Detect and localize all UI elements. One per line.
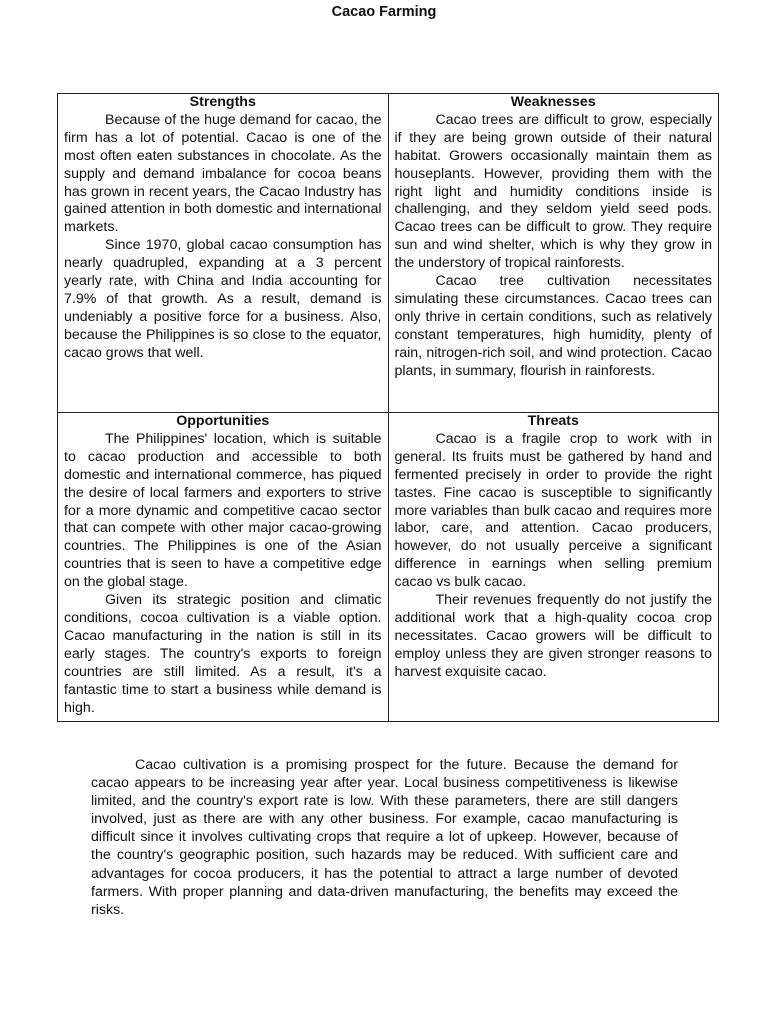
swot-table — [57, 93, 719, 722]
opportunities-paragraph: Given its strategic position and climatic conditions, cocoa cultivation is a viable option. Cacao manufacturing in the nation is still in its early stages. The country's exports to foreign countries are still limited. As a result, it's a fantastic time to start a business while demand is high. — [64, 592, 382, 716]
weaknesses-cell — [388, 94, 719, 413]
strengths-paragraph: Since 1970, global cacao consumption has nearly quadrupled, expanding at a 3 percent yearly rate, with China and India accounting for 7.9% of that growth. As a result, demand is undeniably a positive force for a business. Also, because the Philippines is so close to the equator, cacao grows that well. — [64, 237, 382, 361]
swot-row — [58, 413, 719, 722]
weaknesses-heading: Weaknesses — [510, 94, 596, 110]
threats-cell — [388, 413, 719, 722]
opportunities-heading: Opportunities — [176, 413, 270, 429]
conclusion-paragraph: Cacao cultivation is a promising prospect for the future. Because the demand for cacao appears to be increasing year after year. Local business competitiveness is likewise limited, and the country's export rate is low. With these parameters, there are still dangers involved, just as there are with any other business. For example, cacao manufacturing is difficult since it involves cultivating crops that require a lot of upkeep. However, because of the country's geographic position, such hazards may be reduced. With sufficient care and advantages for cocoa producers, it has the potential to attract a large number of devoted farmers. With proper planning and data-driven manufacturing, the benefits may exceed the risks. — [91, 757, 678, 918]
threats-heading: Threats — [527, 413, 579, 429]
opportunities-paragraph: The Philippines' location, which is suitable to cacao production and accessible to both domestic and international commerce, has piqued the desire of local farmers and exporters to strive for a more dynamic and competitive cacao sector that can compete with other major cacao-growing countries. The Philippines is one of the Asian countries that is seen to have a competitive edge on the global stage. — [64, 430, 382, 591]
weaknesses-paragraph: Cacao trees are difficult to grow, especially if they are being grown outside of their natural habitat. Growers occasionally maintain them as houseplants. However, providing them with the right light and humidity conditions inside is challenging, and they seldom yield seed pods. Cacao trees can be difficult to grow. They require sun and wind shelter, which is why they grow in the understory of tropical rainforests. — [394, 111, 712, 272]
weaknesses-paragraph: Cacao tree cultivation necessitates simulating these circumstances. Cacao trees can only thrive in certain conditions, such as relatively constant temperatures, high humidity, plenty of rain, nitrogen-rich soil, and wind protection. Cacao plants, in summary, flourish in rainforests. — [394, 273, 712, 379]
opportunities-cell — [58, 413, 389, 722]
threats-paragraph: Their revenues frequently do not justify the additional work that a high-quality cocoa crop necessitates. Cacao growers will be difficult to employ unless they are given stronger reasons to harvest exquisite cacao. — [394, 592, 712, 680]
swot-row — [58, 94, 719, 413]
threats-paragraph: Cacao is a fragile crop to work with in general. Its fruits must be gathered by hand and fermented precisely in order to provide the right tastes. Fine cacao is susceptible to significantly more variables than bulk cacao and requires more labor, care, and attention. Cacao producers, however, do not usually perceive a significant difference in earnings when selling premium cacao vs bulk cacao. — [394, 430, 712, 591]
page-title: Cacao Farming — [331, 4, 437, 20]
strengths-paragraph: Because of the huge demand for cacao, the firm has a lot of potential. Cacao is one of the most often eaten substances in chocolate. As the supply and demand imbalance for cocoa beans has grown in recent years, the Cacao Industry has gained attention in both domestic and international markets. — [64, 111, 382, 236]
strengths-heading: Strengths — [189, 94, 256, 110]
strengths-cell — [58, 94, 389, 413]
